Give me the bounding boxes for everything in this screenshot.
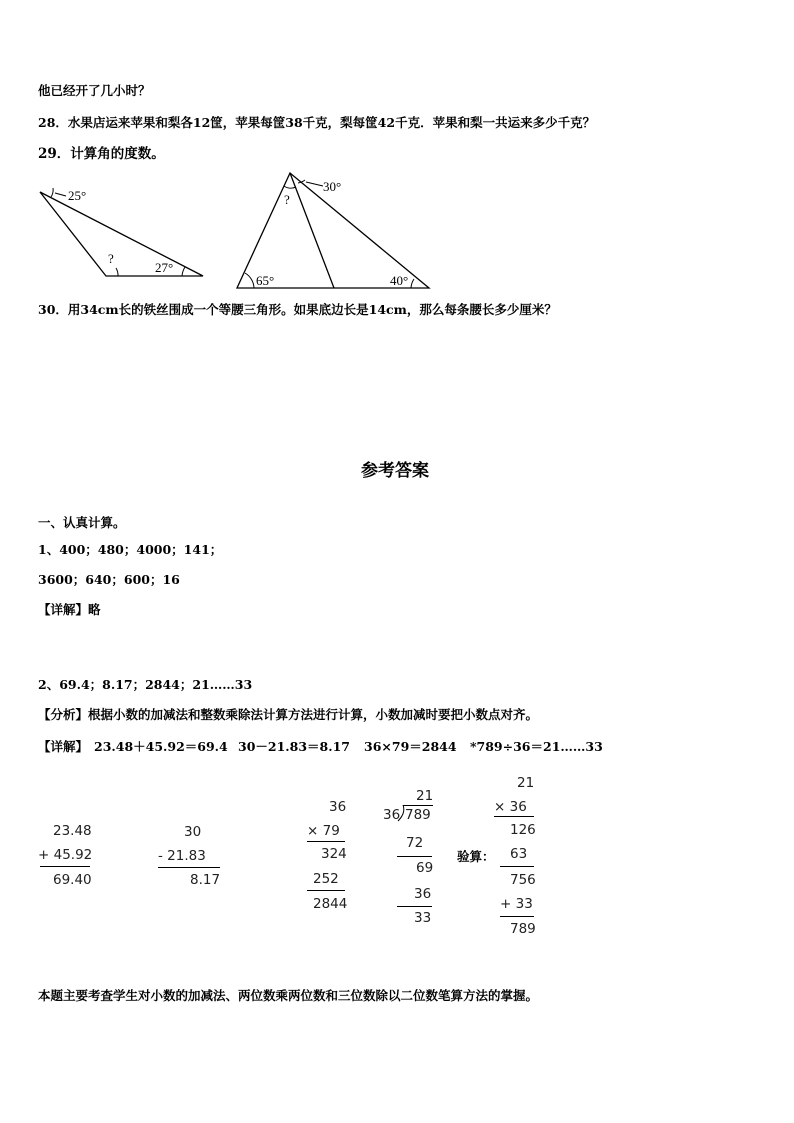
check-operand-b: × 36 bbox=[494, 799, 527, 815]
equation-1: 23.48＋45.92＝69.4 bbox=[94, 739, 228, 754]
question-29: 29．计算角的度数。 bbox=[38, 146, 165, 162]
fig2-unknown-angle: ? bbox=[284, 192, 290, 207]
div-remainder: 33 bbox=[414, 910, 432, 926]
fig2-top-angle: 30° bbox=[323, 179, 342, 194]
question-28: 28．水果店运来苹果和梨各12筐，苹果每筐38千克，梨每筐42千克．苹果和梨一共运来多少千克？ bbox=[38, 115, 596, 130]
div-subtract-1: 72 bbox=[406, 835, 424, 851]
div-rule-2 bbox=[397, 906, 432, 907]
check-partial-2: 63 bbox=[510, 846, 528, 862]
fig2-left-angle: 65° bbox=[256, 273, 275, 288]
fig2-right-angle: 40° bbox=[390, 273, 409, 288]
check-add-remainder: + 33 bbox=[500, 896, 533, 912]
answer-2-line: 2、69.4；8.17；2844；21……33 bbox=[38, 677, 253, 692]
add-operand-b: + 45.92 bbox=[38, 847, 93, 863]
fig1-unknown-angle: ? bbox=[108, 251, 114, 266]
equation-4: *789÷36＝21……33 bbox=[470, 739, 603, 754]
mul-operand-a: 36 bbox=[329, 799, 347, 815]
div-rule-1 bbox=[397, 856, 432, 857]
answer-title: 参考答案 bbox=[361, 461, 429, 481]
answer-1-line-2: 3600；640；600；16 bbox=[38, 572, 180, 587]
check-partial-1: 126 bbox=[510, 822, 536, 838]
answer-2-detail-label: 【详解】 bbox=[38, 739, 89, 754]
answer-section-1: 一、认真计算。 bbox=[38, 515, 126, 530]
div-bar bbox=[403, 805, 433, 806]
answer-1-line-1: 1、400；480；4000；141； bbox=[38, 542, 223, 557]
triangle-figure-2 bbox=[0, 0, 794, 300]
check-rule-3 bbox=[500, 916, 534, 917]
check-rule-2 bbox=[500, 866, 534, 867]
add-operand-a: 23.48 bbox=[53, 823, 92, 839]
sub-result: 8.17 bbox=[190, 872, 221, 888]
check-operand-a: 21 bbox=[517, 775, 535, 791]
mul-rule-1 bbox=[307, 841, 345, 842]
sub-rule bbox=[158, 867, 220, 868]
div-remainder-1: 69 bbox=[416, 860, 434, 876]
question-27-tail: 他已经开了几小时？ bbox=[38, 83, 151, 98]
mul-result: 2844 bbox=[313, 896, 348, 912]
sub-operand-a: 30 bbox=[184, 824, 202, 840]
sub-operand-b: - 21.83 bbox=[158, 848, 206, 864]
mul-partial-1: 324 bbox=[321, 846, 347, 862]
div-quotient: 21 bbox=[416, 788, 434, 804]
add-result: 69.40 bbox=[53, 872, 92, 888]
mul-partial-2: 252 bbox=[313, 871, 339, 887]
div-divisor: 36 bbox=[383, 807, 401, 823]
check-result: 789 bbox=[510, 921, 536, 937]
question-30: 30．用34cm长的铁丝围成一个等腰三角形。如果底边长是14cm，那么每条腰长多少厘米？ bbox=[38, 302, 557, 317]
mul-rule-2 bbox=[307, 890, 345, 891]
div-dividend: 789 bbox=[405, 807, 431, 823]
mul-operand-b: × 79 bbox=[307, 823, 340, 839]
equation-3: 36×79＝2844 bbox=[364, 739, 457, 754]
answer-2-analysis: 【分析】根据小数的加减法和整数乘除法计算方法进行计算，小数加减时要把小数点对齐。 bbox=[38, 707, 539, 722]
fig1-bottom-angle: 27° bbox=[155, 260, 174, 275]
check-rule-1 bbox=[494, 816, 534, 817]
equation-2: 30－21.83＝8.17 bbox=[238, 739, 350, 754]
answer-summary: 本题主要考查学生对小数的加减法、两位数乘两位数和三位数除以二位数笔算方法的掌握。 bbox=[38, 988, 539, 1003]
check-label: 验算： bbox=[457, 849, 495, 864]
fig1-top-angle: 25° bbox=[68, 188, 87, 203]
check-product: 756 bbox=[510, 872, 536, 888]
add-rule bbox=[40, 866, 90, 867]
answer-1-detail: 【详解】略 bbox=[38, 602, 101, 617]
div-subtract-2: 36 bbox=[414, 886, 432, 902]
